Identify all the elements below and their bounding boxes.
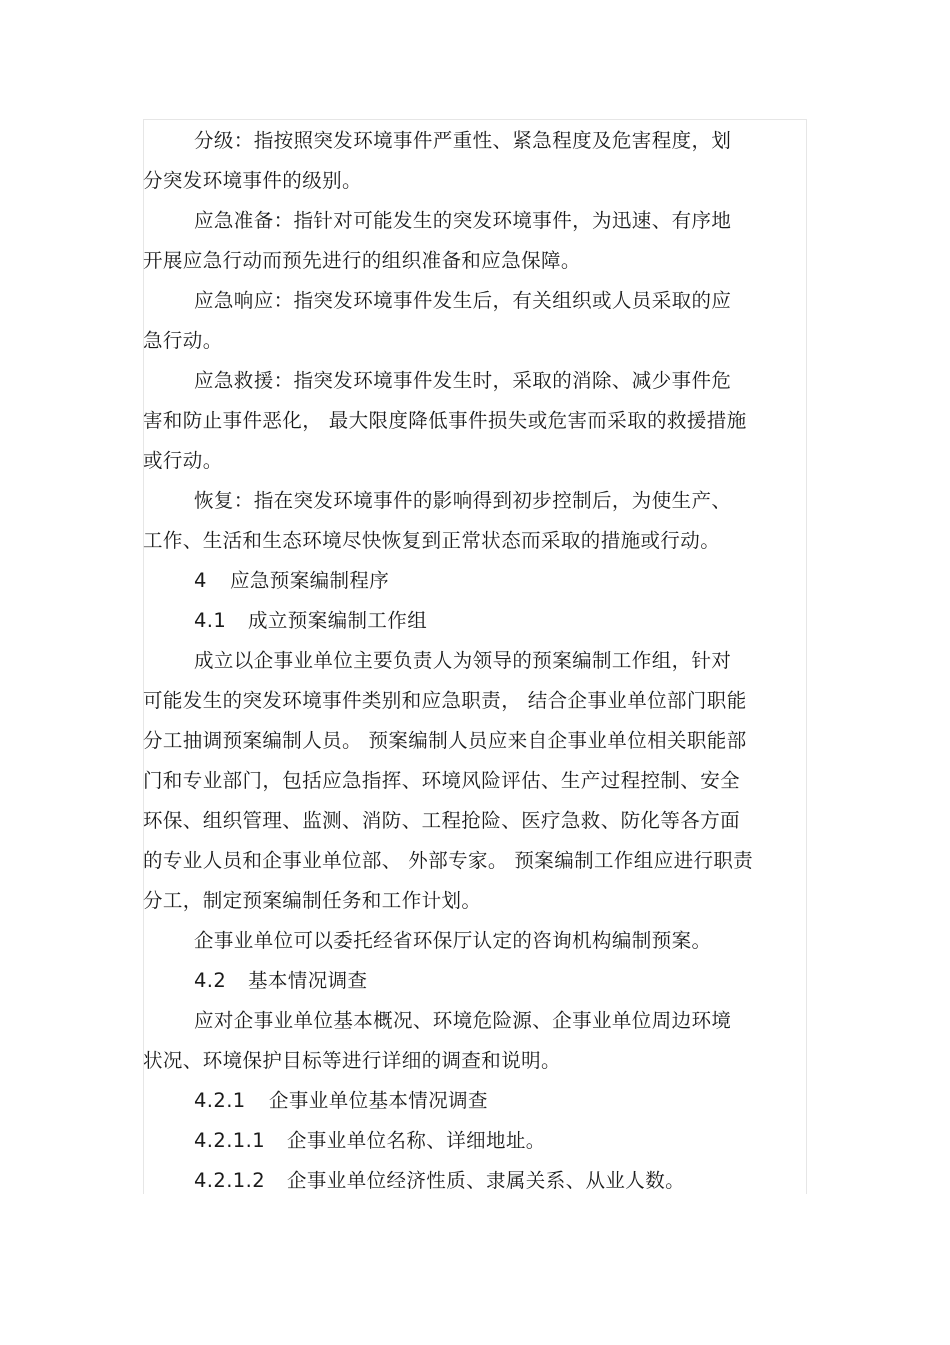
paragraph-line: 环保、组织管理、监测、消防、工程抢险、医疗急救、防化等各方面: [143, 809, 741, 832]
paragraph-line: 恢复：指在突发环境事件的影响得到初步控制后，为使生产、: [194, 489, 732, 512]
heading-title: 企事业单位名称、详细地址。: [287, 1129, 546, 1152]
heading-title: 应急预案编制程序: [230, 569, 390, 592]
paragraph-line: 成立以企事业单位主要负责人为领导的预案编制工作组，针对: [194, 649, 732, 672]
heading-number: 4.1: [194, 609, 227, 632]
section-heading-4-2-1-1: [143, 1121, 803, 1161]
paragraph-line: 分工，制定预案编制任务和工作计划。: [143, 889, 482, 912]
paragraph-line: 企事业单位可以委托经省环保厅认定的咨询机构编制预案。: [194, 929, 712, 952]
paragraph-line: 应急准备：指针对可能发生的突发环境事件，为迅速、有序地: [194, 209, 732, 232]
document-body: [143, 121, 803, 1201]
heading-number: 4.2.1: [194, 1089, 246, 1112]
paragraph-line: 分工抽调预案编制人员。 预案编制人员应来自企事业单位相关职能部: [143, 729, 747, 752]
section-heading-4-2: [143, 961, 803, 1001]
paragraph-line: 的专业人员和企事业单位部、 外部专家。 预案编制工作组应进行职责: [143, 849, 754, 872]
heading-title: 成立预案编制工作组: [248, 609, 428, 632]
paragraph-line: 开展应急行动而预先进行的组织准备和应急保障。: [143, 249, 581, 272]
paragraph-line: 应急救援：指突发环境事件发生时，采取的消除、减少事件危: [194, 369, 732, 392]
heading-number: 4.2: [194, 969, 227, 992]
paragraph-line: 或行动。: [143, 449, 223, 472]
section-heading-4-2-1: [143, 1081, 803, 1121]
paragraph-line: 应对企事业单位基本概况、环境危险源、企事业单位周边环境: [194, 1009, 732, 1032]
paragraph-line: 分级：指按照突发环境事件严重性、紧急程度及危害程度，划: [194, 129, 732, 152]
paragraph-line: 分突发环境事件的级别。: [143, 169, 362, 192]
paragraph-line: 害和防止事件恶化， 最大限度降低事件损失或危害而采取的救援措施: [143, 409, 747, 432]
section-heading-4-2-1-2: [143, 1161, 803, 1201]
paragraph-line: 可能发生的突发环境事件类别和应急职责， 结合企事业单位部门职能: [143, 689, 747, 712]
heading-title: 基本情况调查: [248, 969, 368, 992]
heading-title: 企事业单位经济性质、隶属关系、从业人数。: [287, 1169, 686, 1192]
section-heading-4: [143, 561, 803, 601]
heading-number: 4: [194, 569, 207, 592]
heading-title: 企事业单位基本情况调查: [269, 1089, 488, 1112]
heading-number: 4.2.1.2: [194, 1169, 266, 1192]
section-heading-4-1: [143, 601, 803, 641]
heading-number: 4.2.1.1: [194, 1129, 266, 1152]
paragraph-line: 门和专业部门，包括应急指挥、环境风险评估、生产过程控制、安全: [143, 769, 741, 792]
paragraph-line: 急行动。: [143, 329, 223, 352]
paragraph-line: 应急响应：指突发环境事件发生后，有关组织或人员采取的应: [194, 289, 732, 312]
paragraph-line: 工作、生活和生态环境尽快恢复到正常状态而采取的措施或行动。: [143, 529, 721, 552]
paragraph-line: 状况、环境保护目标等进行详细的调查和说明。: [143, 1049, 561, 1072]
